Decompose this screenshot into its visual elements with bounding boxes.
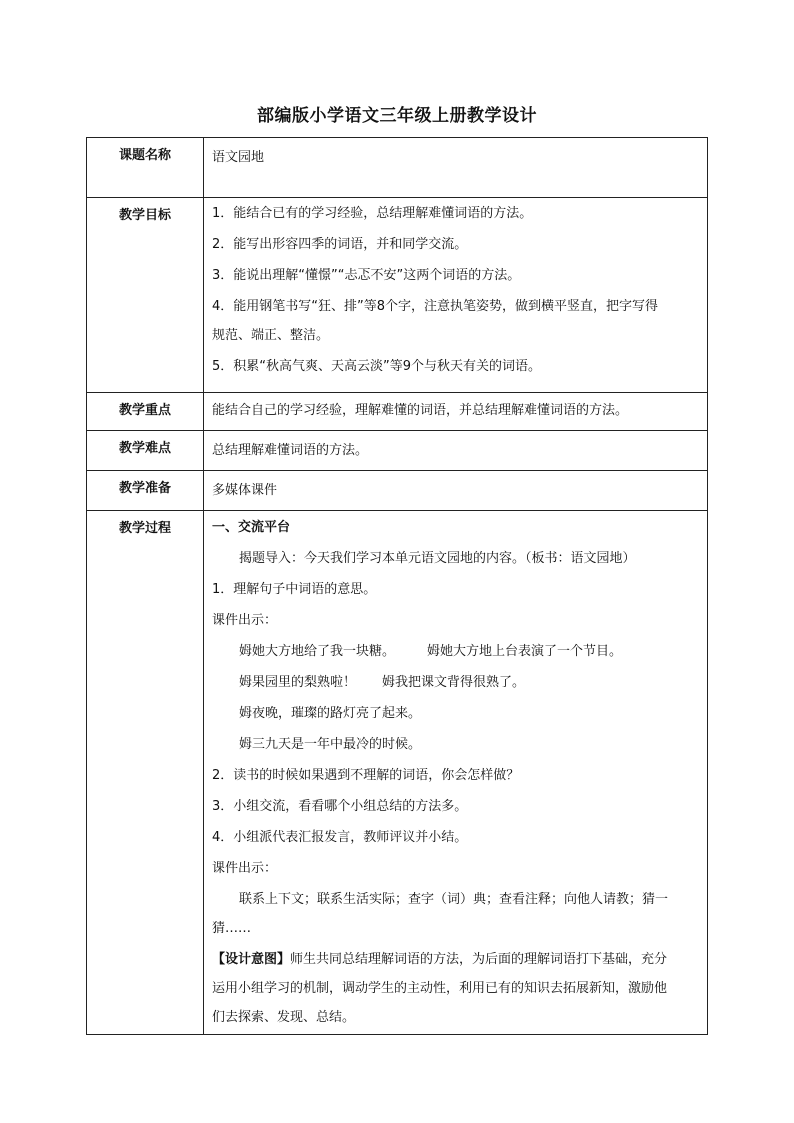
courseware-label-2: 课件出示： — [212, 861, 278, 876]
design-intent-line-2: 运用小组学习的机制，调动学生的主动性，利用已有的知识去拓展新知，激励他 — [212, 981, 668, 996]
table-row-difficulties — [87, 431, 708, 471]
design-intent-line-3: 们去探索、发现、总结。 — [212, 1010, 356, 1025]
goal-item-4-cont: 规范、端正、整洁。 — [212, 328, 330, 343]
example-sentence: 姆三九天是一年中最冷的时候。 — [239, 737, 422, 752]
methods-line-2: 猜…… — [212, 921, 252, 936]
goal-item-1: 1．能结合已有的学习经验，总结理解难懂词语的方法。 — [212, 206, 533, 221]
example-sentence: 姆我把课文背得很熟了。 — [382, 675, 526, 690]
document-title: 部编版小学语文三年级上册教学设计 — [257, 106, 537, 126]
process-content — [204, 511, 708, 1035]
table-row-key-points — [87, 393, 708, 431]
goal-item-4: 4．能用钢笔书写“狂、排”等8个字，注意执笔姿势，做到横平竖直，把字写得 — [212, 299, 659, 314]
example-row-1 — [212, 642, 699, 662]
process-step-3: 3．小组交流，看看哪个小组总结的方法多。 — [212, 799, 468, 814]
process-step-4: 4．小组派代表汇报发言，教师评议并小结。 — [212, 830, 468, 845]
goal-item-2: 2．能写出形容四季的词语，并和同学交流。 — [212, 237, 468, 252]
topic-label: 课题名称 — [87, 138, 204, 198]
table-row-goals — [87, 198, 708, 393]
goal-item-3: 3．能说出理解“懂憬”“忐忑不安”这两个词语的方法。 — [212, 268, 521, 283]
example-row-2 — [212, 673, 699, 693]
goal-item-5: 5．积累“秋高气爽、天高云淡”等9个与秋天有关的词语。 — [212, 359, 542, 374]
process-step-2: 2．读书的时候如果遇到不理解的词语，你会怎样做？ — [212, 768, 520, 783]
table-row-process — [87, 511, 708, 1035]
table-row-topic — [87, 138, 708, 198]
methods-line-1: 联系上下文；联系生活实际；查字（词）典；查看注释；向他人请教；猜一 — [239, 892, 669, 907]
process-label: 教学过程 — [87, 511, 204, 1035]
preparation-value: 多媒体课件 — [204, 471, 708, 511]
example-sentence: 姆她大方地给了我一块糖。 — [239, 644, 396, 659]
design-intent-text: 师生共同总结理解词语的方法，为后面的理解词语打下基础，充分 — [290, 952, 668, 967]
difficulties-value: 总结理解难懂词语的方法。 — [204, 431, 708, 471]
preparation-label: 教学准备 — [87, 471, 204, 511]
topic-value: 语文园地 — [204, 138, 708, 198]
design-intent-tag: 【设计意图】 — [212, 952, 291, 967]
process-intro: 揭题导入：今天我们学习本单元语文园地的内容。（板书：语文园地） — [239, 551, 636, 566]
key-points-label: 教学重点 — [87, 393, 204, 431]
goals-label: 教学目标 — [87, 198, 204, 393]
example-sentence: 姆她大方地上台表演了一个节目。 — [427, 644, 623, 659]
difficulties-label: 教学难点 — [87, 431, 204, 471]
goals-content — [204, 198, 708, 393]
table-row-preparation — [87, 471, 708, 511]
courseware-label-1: 课件出示： — [212, 613, 278, 628]
process-step-1: 1．理解句子中词语的意思。 — [212, 582, 377, 597]
key-points-value: 能结合自己的学习经验，理解难懂的词语，并总结理解难懂词语的方法。 — [204, 393, 708, 431]
process-section-heading: 一、交流平台 — [212, 520, 291, 535]
design-intent-line-1 — [212, 950, 699, 970]
example-sentence: 姆果园里的梨熟啦！ — [239, 675, 357, 690]
example-sentence: 姆夜晚，璀璨的路灯亮了起来。 — [239, 706, 422, 721]
lesson-plan-table — [86, 137, 708, 1035]
